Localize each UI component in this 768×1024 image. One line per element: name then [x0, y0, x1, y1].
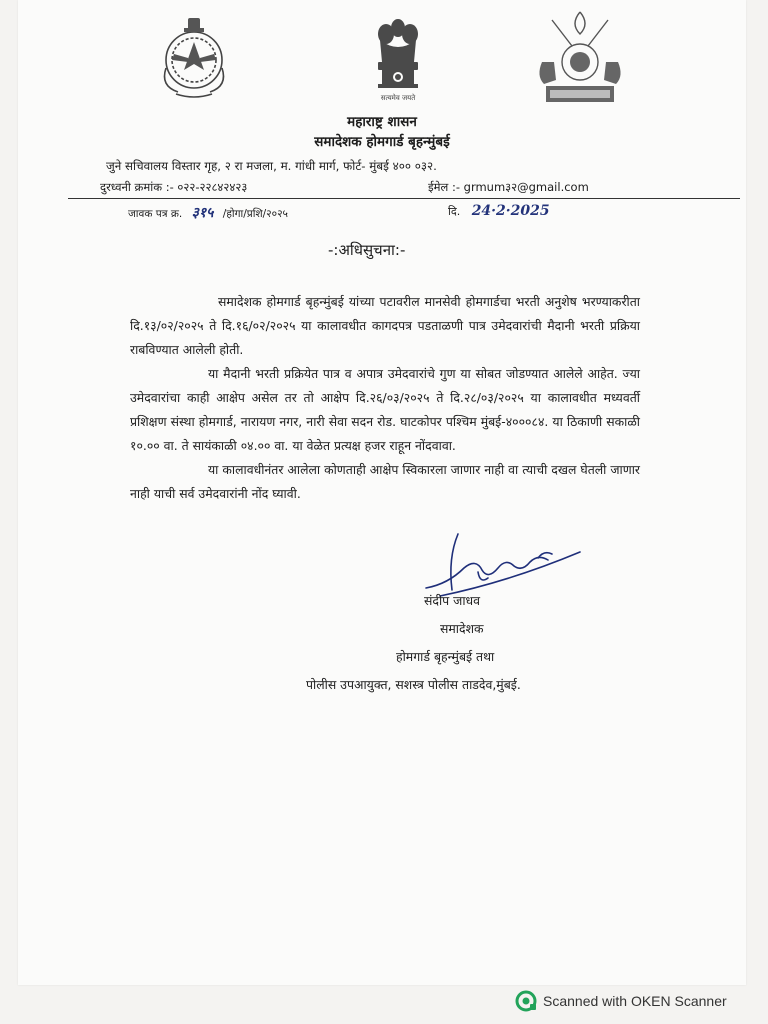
reference-number [128, 203, 288, 222]
scanner-logo-icon [515, 990, 537, 1012]
motto-text: सत्यमेव जयते [380, 94, 416, 102]
header-divider [68, 198, 740, 199]
scanner-label: Scanned with OKEN Scanner [543, 993, 727, 1009]
reference-handwritten: ३१५ [191, 205, 214, 221]
government-title: महाराष्ट्र शासन [347, 114, 417, 130]
paragraph-3: या कालावधीनंतर आलेला कोणताही आक्षेप स्विकारला जाणार नाही वा त्याची दखल घेतली जाणार नाही याची सर्व उमेदवारांनी नोंद घ्यावी. [130, 462, 640, 501]
ashoka-emblem-icon [370, 14, 426, 104]
date-handwritten: 24·2·2025 [471, 203, 550, 219]
notice-body [130, 290, 640, 506]
notice-title: -:अधिसुचना:- [328, 241, 406, 259]
office-title: समादेशक होमगार्ड बृहन्मुंबई [314, 134, 450, 150]
email-address: ईमेल :- grmum३२@gmail.com [428, 180, 589, 194]
paragraph-2: या मैदानी भरती प्रक्रियेत पात्र व अपात्र उमेदवारांचे गुण या सोबत जोडण्यात आलेले आहेत. ज्या उमेदवारांचा काही आक्षेप असेल तर तो आक्षेप दि.२६/०३/२०२५ ते दि.२८/०३/२०२५ या कालावधीत मध्यवर्ती प्रशिक्षण संस्था होमगार्ड, नारायण नगर, नारी सेवा सदन रोड. घाटकोपर पश्चिम मुंबई-४०००८४. या ठिकाणी सकाळी १०.०० वा. ते सायंकाळी ०४.०० वा. या वेळेत प्रत्यक्ष हजर राहून नोंदवावा. [130, 366, 640, 453]
date-prefix: दि. [448, 205, 461, 218]
homeguard-emblem-icon [148, 8, 240, 100]
phone-number: दुरध्वनी क्रमांक :- ०२२-२२८४२४२३ [100, 180, 248, 194]
reference-prefix: जावक पत्र क्र. [128, 208, 183, 220]
document-page [18, 0, 746, 985]
signatory-designation-3: पोलीस उपआयुक्त, सशस्त्र पोलीस ताडदेव,मुंबई. [306, 677, 521, 692]
reference-suffix: /होगा/प्रशि/२०२५ [222, 208, 288, 220]
office-address: जुने सचिवालय विस्तार गृह, २ रा मजला, म. गांधी मार्ग, फोर्ट- मुंबई ४०० ०३२. [106, 159, 437, 173]
scanner-watermark [515, 990, 727, 1012]
signatory-name: संदीप जाधव [424, 593, 481, 608]
reference-date [448, 203, 550, 219]
signatory-designation-1: समादेशक [440, 621, 484, 636]
paragraph-1: समादेशक होमगार्ड बृहन्मुंबई यांच्या पटावरील मानसेवी होमगार्डचा भरती अनुशेष भरण्याकरीता दि.१३/०२/२०२५ ते दि.१६/०२/२०२५ या कालावधीत कागदपत्र पडताळणी पात्र उमेदवारांची मैदानी भरती प्रक्रिया राबविण्यात आलेली होती. [130, 294, 640, 357]
civil-defence-emblem-icon [530, 6, 630, 110]
signature-icon [418, 528, 588, 600]
signatory-designation-2: होमगार्ड बृहन्मुंबई तथा [396, 649, 495, 664]
